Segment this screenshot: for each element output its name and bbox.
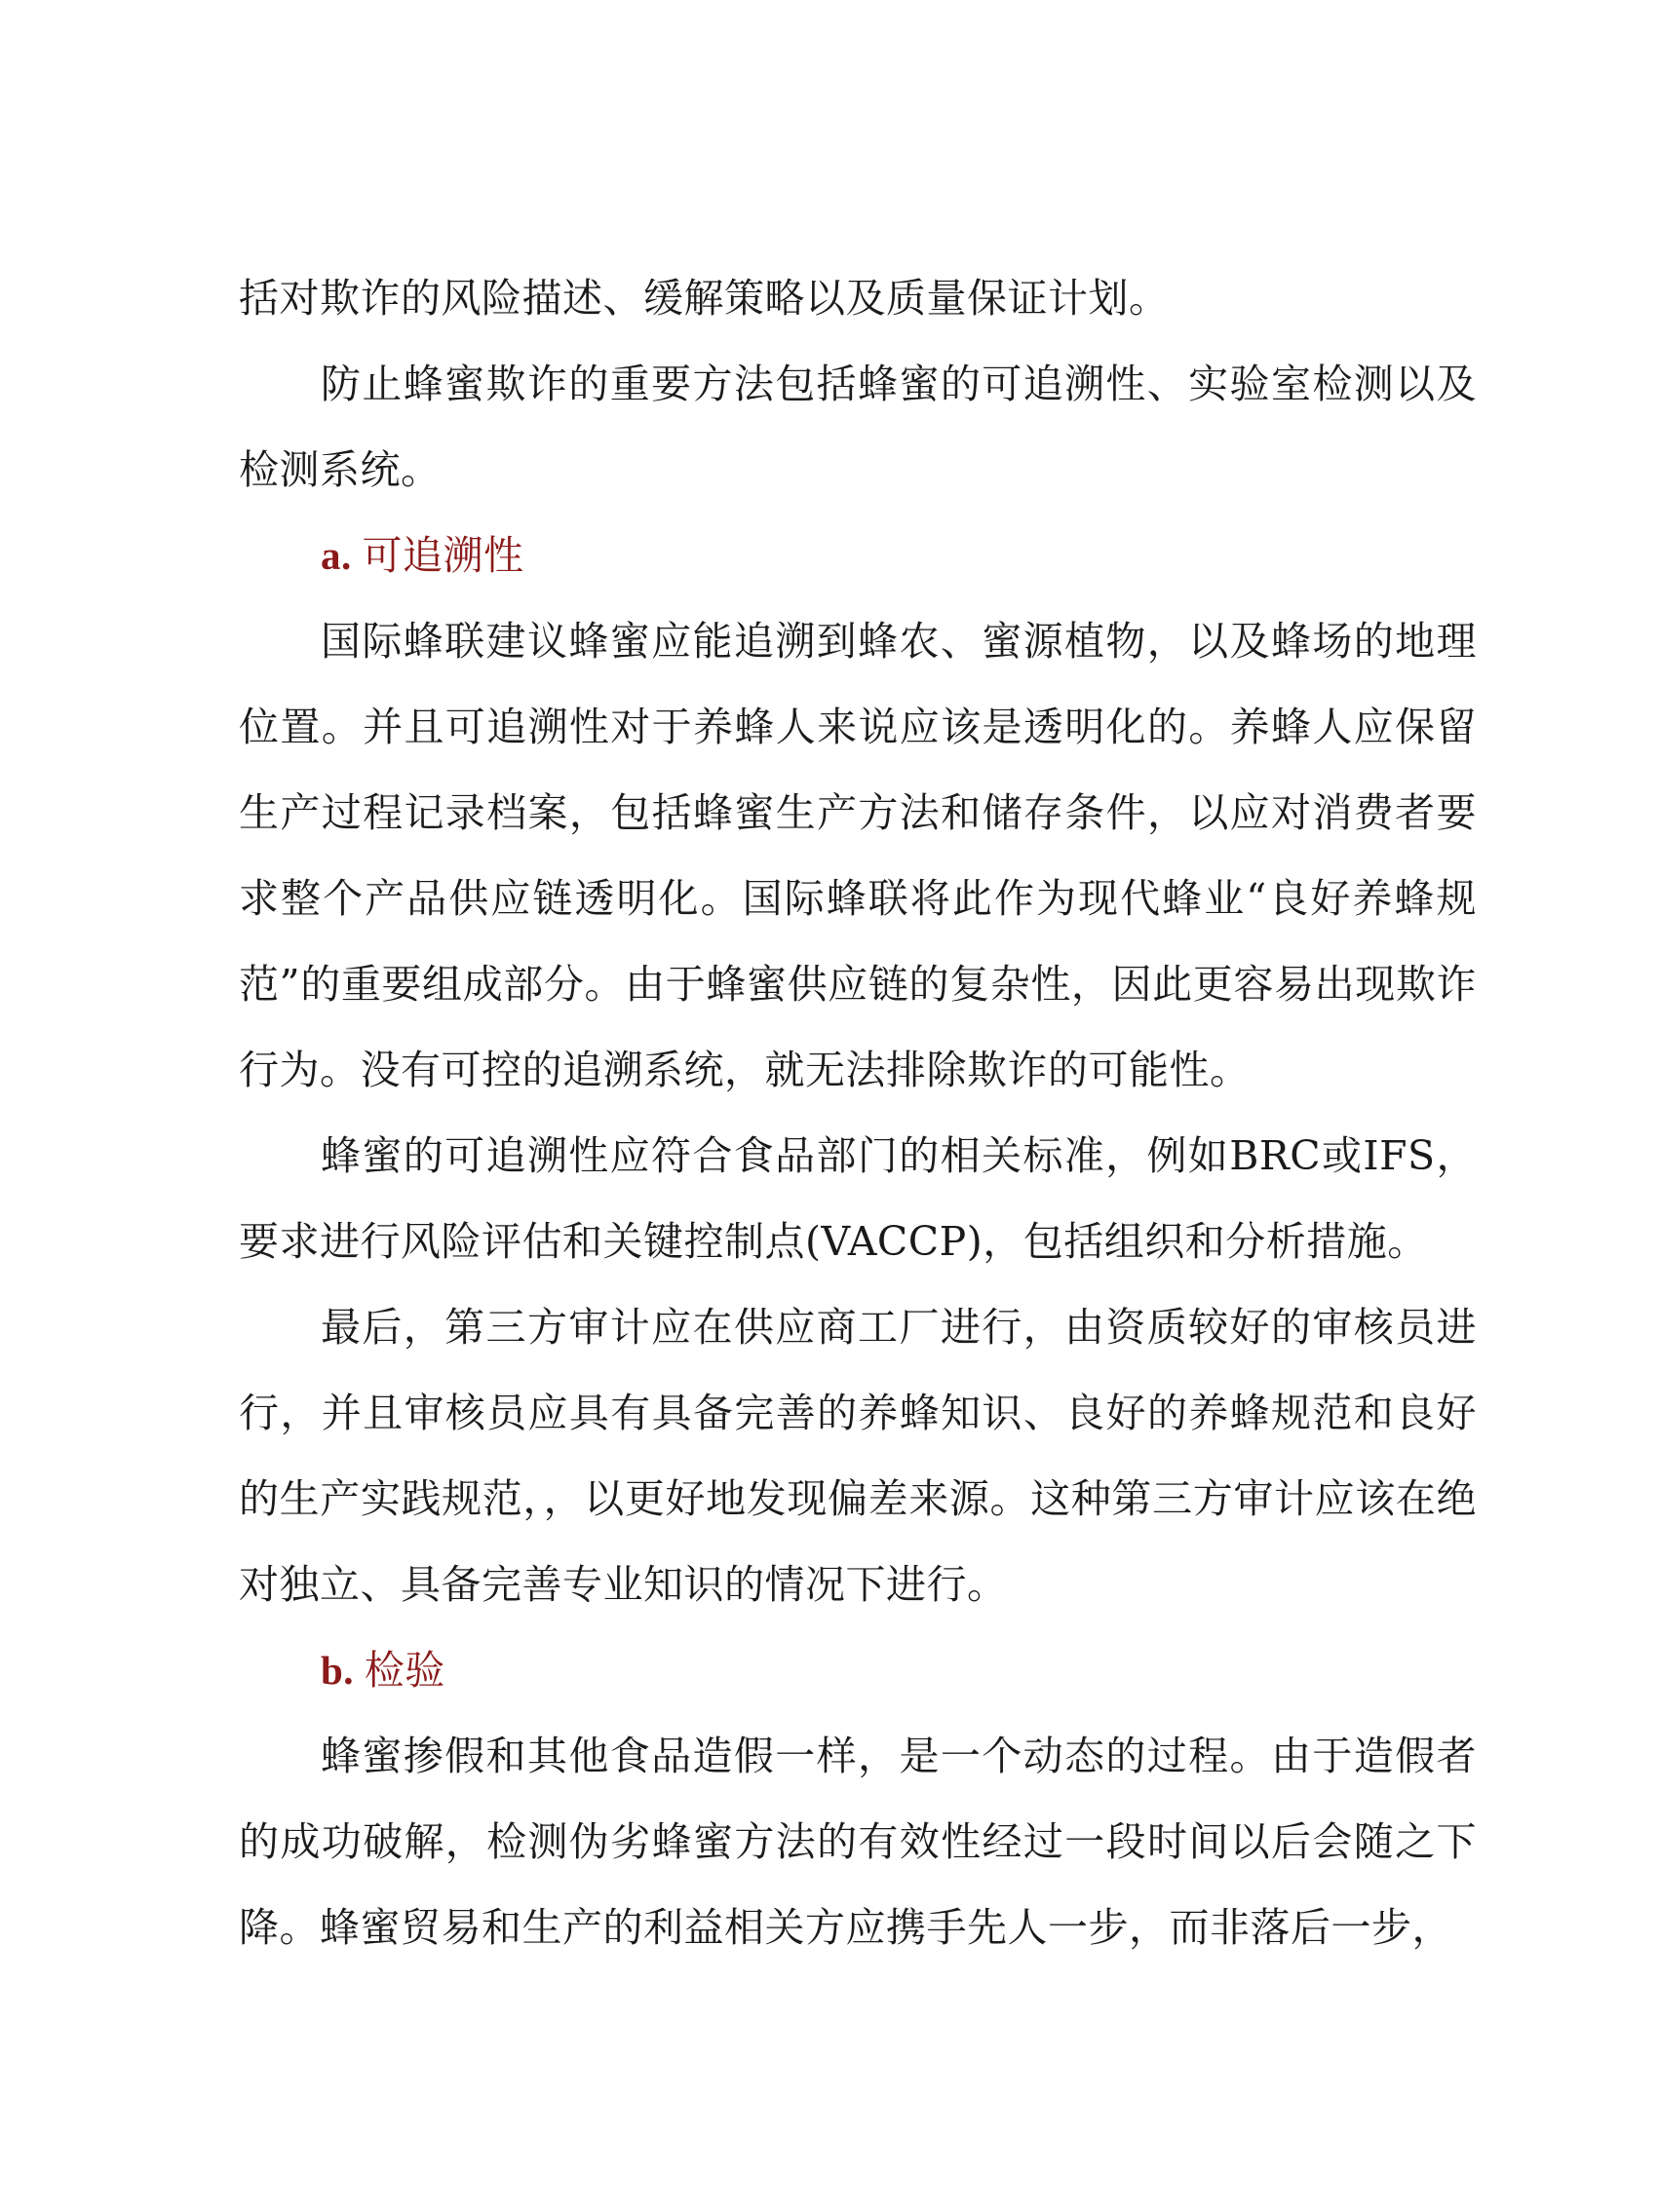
paragraph-traceability: 国际蜂联建议蜂蜜应能追溯到蜂农、蜜源植物，以及蜂场的地理位置。并且可追溯性对于养蜂人来说应该是透明化的。养蜂人应保留生产过程记录档案，包括蜂蜜生产方法和储存条件，以应对消费者要求整个产品供应链透明化。国际蜂联将此作为现代蜂业“良好养蜂规范”的重要组成部分。由于蜂蜜供应链的复杂性，因此更容易出现欺诈行为。没有可控的追溯系统，就无法排除欺诈的可能性。 <box>239 618 1477 1093</box>
paragraph-testing: 蜂蜜掺假和其他食品造假一样，是一个动态的过程。由于造假者的成功破解，检测伪劣蜂蜜方法的有效性经过一段时间以后会随之下降。蜂蜜贸易和生产的利益相关方应携手先人一步，而非落后一步， <box>239 1733 1477 1951</box>
heading-title: 检验 <box>364 1648 445 1693</box>
paragraph-continued: 括对欺诈的风险描述、缓解策略以及质量保证计划。 <box>239 275 1170 322</box>
document-body <box>239 255 1477 1970</box>
paragraph-methods: 防止蜂蜜欺诈的重要方法包括蜂蜜的可追溯性、实验室检测以及检测系统。 <box>239 361 1477 493</box>
paragraph-audit: 最后，第三方审计应在供应商工厂进行，由资质较好的审核员进行，并且审核员应具有具备完善的养蜂知识、良好的养蜂规范和良好的生产实践规范，，以更好地发现偏差来源。这种第三方审计应该在绝对独立、具备完善专业知识的情况下进行。 <box>239 1304 1477 1608</box>
heading-title: 可追溯性 <box>362 533 524 578</box>
heading-marker: a. <box>321 533 352 578</box>
paragraph-standards: 蜂蜜的可追溯性应符合食品部门的相关标准，例如BRC或IFS，要求进行风险评估和关键控制点(VACCP)，包括组织和分析措施。 <box>239 1132 1477 1265</box>
section-heading-testing <box>239 1627 1477 1713</box>
section-heading-traceability <box>239 513 1477 598</box>
heading-marker: b. <box>321 1648 355 1693</box>
